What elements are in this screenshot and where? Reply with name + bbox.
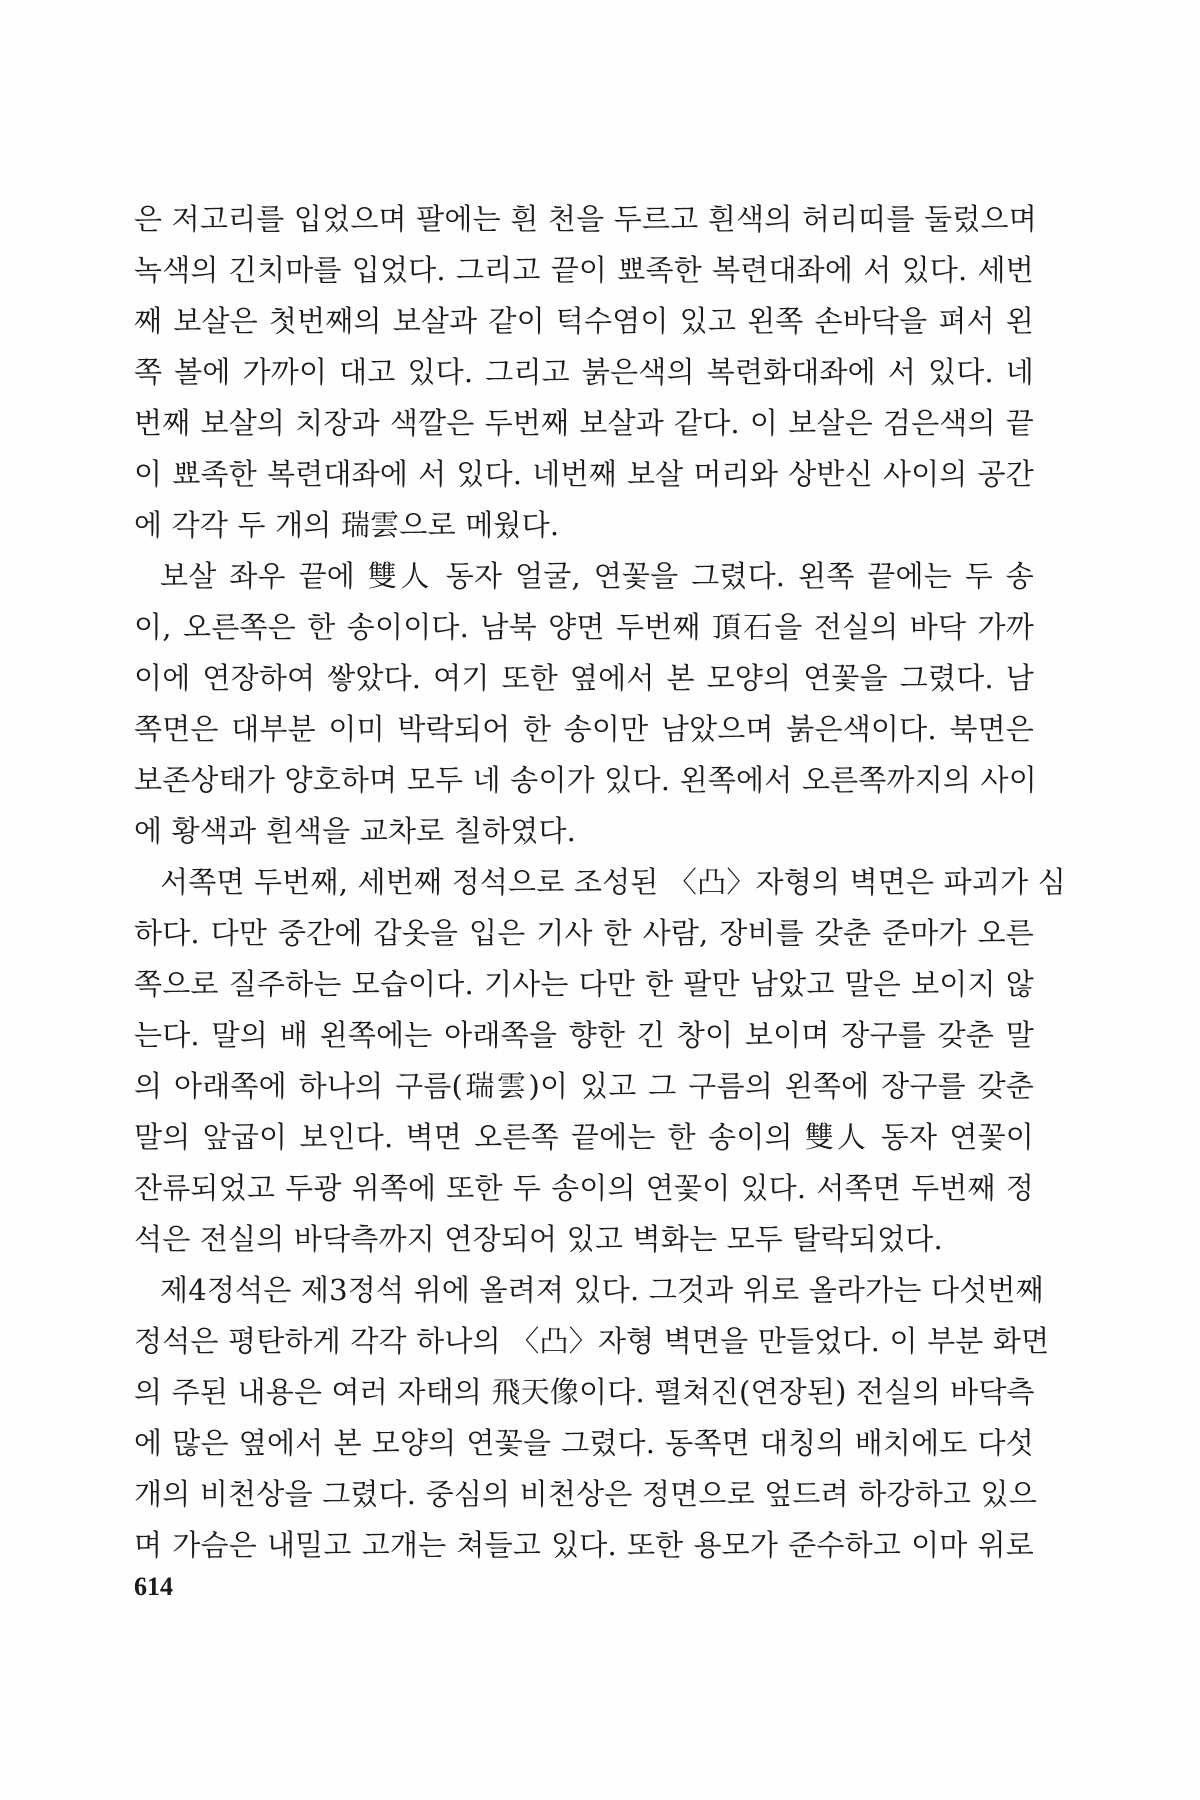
text-line: 에 많은 옆에서 본 모양의 연꽃을 그렸다. 동쪽면 대칭의 배치에도 다섯 (134, 1426, 1034, 1460)
paragraph (134, 857, 1066, 1265)
text-line: 의 아래쪽에 하나의 구름(瑞雲)이 있고 그 구름의 왼쪽에 장구를 갖춘 (134, 1069, 1034, 1103)
text-line: 며 가슴은 내밀고 고개는 쳐들고 있다. 또한 용모가 준수하고 이마 위로 (134, 1528, 1034, 1562)
text-line: 는다. 말의 배 왼쪽에는 아래쪽을 향한 긴 창이 보이며 장구를 갖춘 말 (134, 1018, 1034, 1052)
text-line: 서쪽면 두번째, 세번째 정석으로 조성된 〈凸〉자형의 벽면은 파괴가 심 (160, 865, 1066, 899)
text-line: 녹색의 긴치마를 입었다. 그리고 끝이 뾰족한 복련대좌에 서 있다. 세번 (134, 253, 1034, 287)
text-line: 이, 오른쪽은 한 송이이다. 남북 양면 두번째 頂石을 전실의 바닥 가까 (134, 610, 1034, 644)
text-line: 번째 보살의 치장과 색깔은 두번째 보살과 같다. 이 보살은 검은색의 끝 (134, 406, 1034, 440)
text-line: 쪽으로 질주하는 모습이다. 기사는 다만 한 팔만 남았고 말은 보이지 않 (134, 967, 1034, 1001)
body-text (134, 194, 1066, 1571)
text-line: 쪽 볼에 가까이 대고 있다. 그리고 붉은색의 복련화대좌에 서 있다. 네 (134, 355, 1034, 389)
text-line: 은 저고리를 입었으며 팔에는 흰 천을 두르고 흰색의 허리띠를 둘렀으며 (134, 202, 1037, 236)
text-line: 말의 앞굽이 보인다. 벽면 오른쪽 끝에는 한 송이의 雙人 동자 연꽃이 (134, 1120, 1034, 1154)
text-line: 개의 비천상을 그렸다. 중심의 비천상은 정면으로 엎드려 하강하고 있으 (134, 1477, 1037, 1511)
text-line: 이에 연장하여 쌓았다. 여기 또한 옆에서 본 모양의 연꽃을 그렸다. 남 (134, 661, 1034, 695)
text-line: 보살 좌우 끝에 雙人 동자 얼굴, 연꽃을 그렸다. 왼쪽 끝에는 두 송 (160, 559, 1034, 593)
text-line: 정석은 평탄하게 각각 하나의 〈凸〉자형 벽면을 만들었다. 이 부분 화면 (134, 1324, 1050, 1358)
page-number: 614 (134, 1572, 173, 1601)
text-line: 쪽면은 대부분 이미 박락되어 한 송이만 남았으며 붉은색이다. 북면은 (134, 712, 1034, 746)
text-line: 의 주된 내용은 여러 자태의 飛天像이다. 펼쳐진(연장된) 전실의 바닥측 (134, 1375, 1035, 1409)
text-line: 잔류되었고 두광 위쪽에 또한 두 송이의 연꽃이 있다. 서쪽면 두번째 정 (134, 1171, 1034, 1205)
text-line: 보존상태가 양호하며 모두 네 송이가 있다. 왼쪽에서 오른쪽까지의 사이 (134, 763, 1037, 797)
text-line: 에 각각 두 개의 瑞雲으로 메웠다. (134, 508, 560, 542)
text-line: 에 황색과 흰색을 교차로 칠하였다. (134, 814, 577, 848)
text-line: 하다. 다만 중간에 갑옷을 입은 기사 한 사람, 장비를 갖춘 준마가 오른 (134, 916, 1034, 950)
text-line: 째 보살은 첫번째의 보살과 같이 턱수염이 있고 왼쪽 손바닥을 펴서 왼 (134, 304, 1034, 338)
text-line: 제4정석은 제3정석 위에 올려져 있다. 그것과 위로 올라가는 다섯번째 (160, 1273, 1044, 1307)
paragraph (134, 194, 1037, 551)
text-line: 석은 전실의 바닥측까지 연장되어 있고 벽화는 모두 탈락되었다. (134, 1222, 943, 1256)
paragraph (134, 551, 1037, 857)
text-line: 이 뾰족한 복련대좌에 서 있다. 네번째 보살 머리와 상반신 사이의 공간 (134, 457, 1034, 491)
paragraph (134, 1265, 1050, 1571)
